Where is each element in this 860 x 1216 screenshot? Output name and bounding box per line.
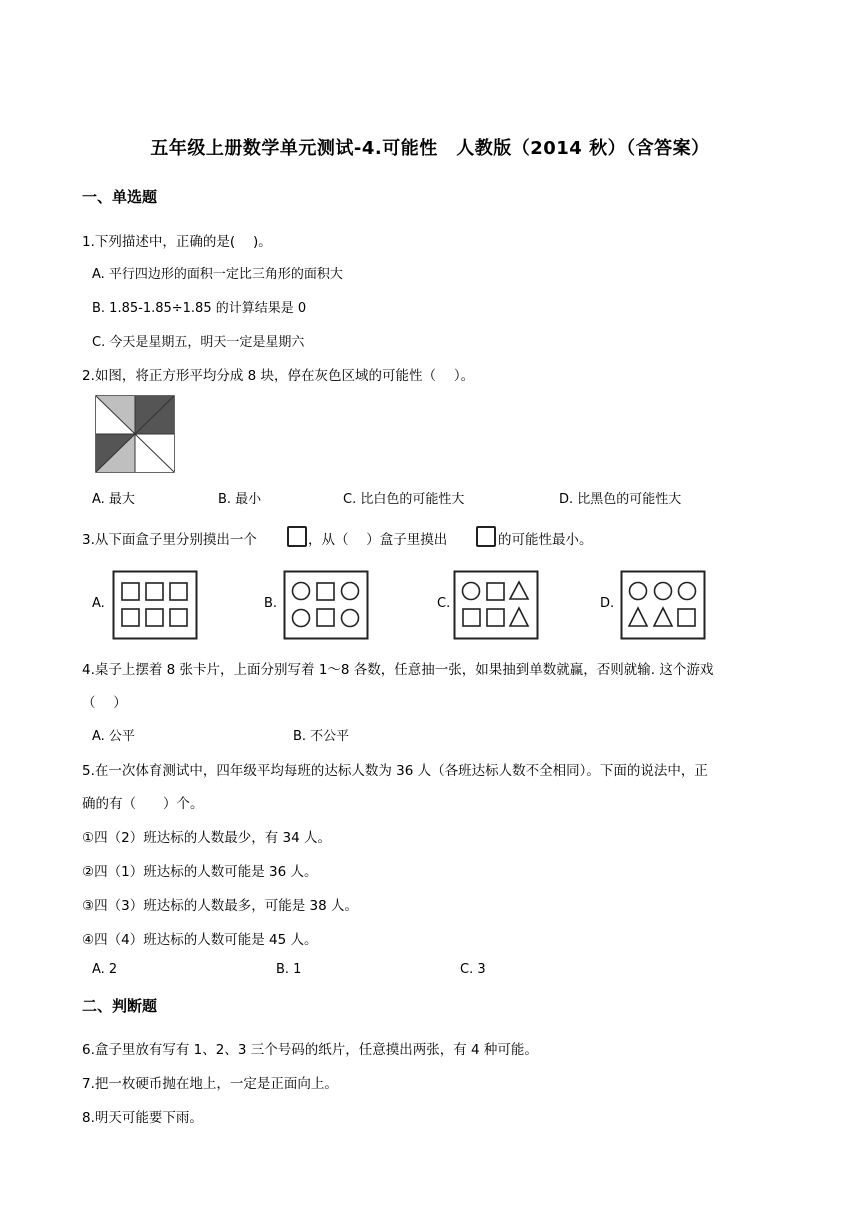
section-heading-true-false: 二、判断题	[82, 997, 158, 1015]
question-1-option-c[interactable]: C. 今天是星期五，明天一定是星期六	[92, 335, 305, 350]
question-5-statement-1: ①四（2）班达标的人数最少，有 34 人。	[82, 830, 331, 846]
question-5-statement-2: ②四（1）班达标的人数可能是 36 人。	[82, 864, 318, 880]
question-2-option-b[interactable]: B. 最小	[218, 492, 262, 507]
shape-box-d	[620, 570, 706, 640]
question-5-option-b[interactable]: B. 1	[276, 962, 302, 977]
question-4-line-1: 4.桌子上摆着 8 张卡片，上面分别写着 1～8 各数，任意抽一张，如果抽到单数就赢，否则就输. 这个游戏	[82, 662, 714, 678]
question-8: 8.明天可能要下雨。	[82, 1110, 203, 1126]
question-2: 2.如图，将正方形平均分成 8 块，停在灰色区域的可能性（ ）。	[82, 368, 475, 384]
shape-box-b	[283, 570, 369, 640]
shape-box-a	[112, 570, 198, 640]
question-4-option-b[interactable]: B. 不公平	[293, 729, 350, 744]
question-1-option-a[interactable]: A. 平行四边形的面积一定比三角形的面积大	[92, 267, 343, 282]
question-5-statement-3: ③四（3）班达标的人数最多，可能是 38 人。	[82, 898, 358, 914]
question-7: 7.把一枚硬币抛在地上，一定是正面向上。	[82, 1076, 338, 1092]
inline-square-shape-1	[287, 526, 307, 547]
question-5-option-c[interactable]: C. 3	[460, 962, 486, 977]
question-6: 6.盒子里放有写有 1、2、3 三个号码的纸片，任意摸出两张，有 4 种可能。	[82, 1042, 538, 1058]
question-5-line-1: 5.在一次体育测试中，四年级平均每班的达标人数为 36 人（各班达标人数不全相同）。下面的说法中，正	[82, 763, 708, 779]
question-4-option-a[interactable]: A. 公平	[92, 729, 135, 744]
question-3-part-b: ，从（ ）盒子里摸出	[308, 532, 448, 548]
question-2-option-a[interactable]: A. 最大	[92, 492, 135, 507]
question-1: 1.下列描述中，正确的是( )。	[82, 234, 272, 250]
inline-square-shape-2	[476, 526, 496, 547]
question-5-line-2: 确的有（ ）个。	[82, 796, 204, 812]
question-3-part-a: 3.从下面盒子里分别摸出一个	[82, 532, 257, 548]
box-label-c[interactable]: C.	[437, 596, 451, 611]
question-5-option-a[interactable]: A. 2	[92, 962, 118, 977]
page-title: 五年级上册数学单元测试-4.可能性 人教版（2014 秋）（含答案）	[150, 138, 710, 159]
question-2-option-d[interactable]: D. 比黑色的可能性大	[559, 492, 682, 507]
section-heading-single-choice: 一、单选题	[82, 188, 158, 206]
box-label-d[interactable]: D.	[600, 596, 615, 611]
question-3-part-c: 的可能性最小。	[498, 532, 593, 548]
question-5-statement-4: ④四（4）班达标的人数可能是 45 人。	[82, 932, 318, 948]
question-2-option-c[interactable]: C. 比白色的可能性大	[343, 492, 465, 507]
question-4-line-2: （ ）	[82, 695, 127, 711]
box-label-a[interactable]: A.	[92, 596, 105, 611]
shape-box-c	[453, 570, 539, 640]
question-1-option-b[interactable]: B. 1.85-1.85÷1.85 的计算结果是 0	[92, 301, 307, 316]
box-label-b[interactable]: B.	[264, 596, 278, 611]
square-eight-pieces-figure	[95, 395, 175, 473]
